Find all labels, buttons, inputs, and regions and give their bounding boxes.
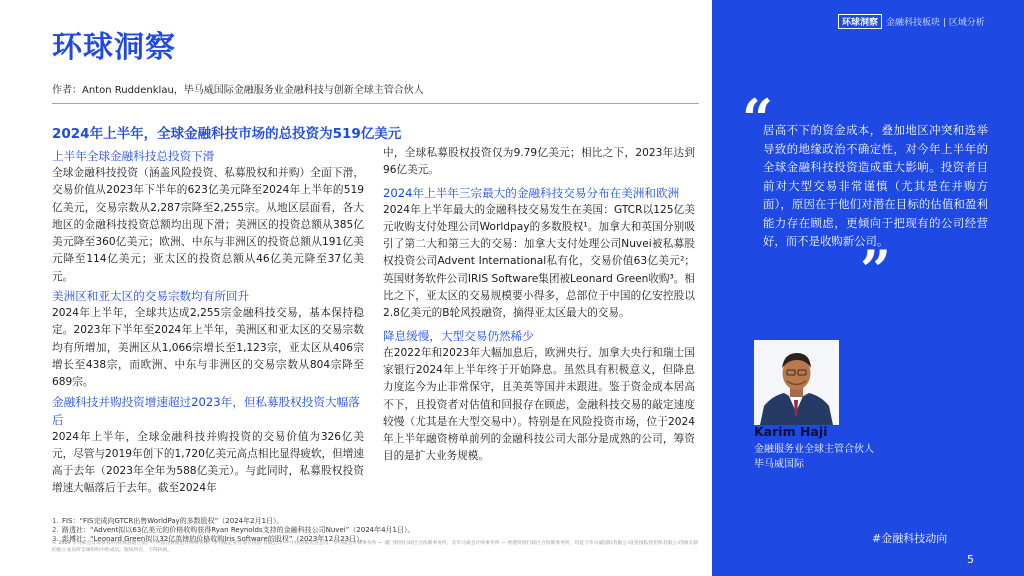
paragraph: 全球金融科技投资（涵盖风险投资、私募股权和并购）全面下滑，交易价值从2023年下半年的623亿美元降至2024年上半年的519亿美元，交易宗数从2,287宗降至2,255宗。从地区层面看，各大地区的金融科技投资总额均出现下滑；美洲区的投资总额从385亿美元降至360亿美元；欧洲、中东与非洲区的投资总额从191亿美元降至114亿美元；亚太区的投资总额从46亿美元降至37亿美元。 bbox=[52, 167, 364, 283]
subheading: 上半年全球金融科技总投资下滑 bbox=[52, 149, 215, 163]
breadcrumb bbox=[838, 14, 985, 29]
paragraph: 中，全球私募股权投资仅为9.79亿美元；相比之下，2023年达到96亿美元。 bbox=[383, 147, 695, 177]
subheading: 金融科技并购投资增速超过2023年，但私募股权投资大幅落后 bbox=[52, 394, 360, 427]
subheading: 美洲区和亚太区的交易宗数均有所回升 bbox=[52, 289, 250, 304]
paragraph: 在2022年和2023年大幅加息后，欧洲央行、加拿大央行和瑞士国家银行2024年上半年终于开始降息。虽然具有积极意义，但降息力度迄今为止非常保守，且美英等国并未跟进。鉴于资金成本居高不下，且投资者对估值和回报存在顾虑，金融科技交易的敲定速度较慢（尤其是在大型交易中）。特别是在风险投资市场，位于2024年上半年融资榜单前列的金融科技公司大部分是成熟的公司，筹资目的是扩大业务规模。 bbox=[383, 346, 695, 463]
paragraph: 2024年上半年，全球共达成2,255宗金融科技交易，基本保持稳定。2023年下半年至2024年上半年，美洲区和亚太区的交易宗数均有所增加，美洲区从1,066宗增长至1,123宗，亚太区从406宗增长至438宗，而欧洲、中东与非洲区的交易宗数从804宗降至689宗。 bbox=[52, 307, 364, 389]
person-name: Karim Haji bbox=[754, 424, 828, 439]
breadcrumb-tag: 环球洞察 bbox=[838, 14, 882, 29]
pull-quote: 居高不下的资金成本，叠加地区冲突和选举导致的地缘政治不确定性，对今年上半年的全球金融科技投资造成重大影响。投资者目前对大型交易非常谨慎（尤其是在并购方面），原因在于他们对潜在目标的估值和盈利能力存在顾虑，更倾向于把现有的公司经营好，而不是收购新公司。 bbox=[763, 123, 988, 248]
section-title: 2024年上半年，全球金融科技市场的总投资为519亿美元 bbox=[52, 126, 402, 142]
footnote: 1. FIS：“FIS完成向GTCR出售WorldPay的多数股权”（2024年2月1日）。 bbox=[52, 517, 284, 525]
page-title: 环球洞察 bbox=[52, 30, 176, 65]
portrait-photo bbox=[754, 340, 839, 425]
footnote: 2. 路透社：“Advent拟以63亿美元的价格收购获得Ryan Reynolds支持的金融科技公司Nuvei”（2024年4月1日）。 bbox=[52, 526, 415, 534]
author-line: 作者：Anton Ruddenklau，毕马威国际金融服务业金融科技与创新全球主管合伙人 bbox=[52, 85, 424, 96]
page-number: 5 bbox=[967, 553, 974, 566]
portrait-image bbox=[754, 340, 839, 425]
right-column bbox=[383, 145, 695, 466]
breadcrumb-path: 金融科技板块 | 区域分析 bbox=[886, 18, 985, 28]
subheading: 降息缓慢，大型交易仍然稀少 bbox=[383, 328, 534, 343]
left-column bbox=[52, 146, 364, 498]
sidebar-panel bbox=[712, 0, 1024, 576]
footnote: 3. 彭博社：“Leonard Green拟以32亿英镑的价格收购Iris Software的股权”（2023年12月23日）。 bbox=[52, 535, 367, 543]
person-role: 金融服务业全球主管合伙人 毕马威国际 bbox=[754, 444, 874, 470]
subheading: 2024年上半年三宗最大的金融科技交易分布在美洲和欧洲 bbox=[383, 185, 680, 200]
hashtag: #金融科技动向 bbox=[872, 532, 948, 545]
close-quote-icon: ” bbox=[860, 238, 892, 302]
legal-notice: © 2024 毕马威会计师事务所(特殊普通合伙) — 中国合伙制会计师事务所；毕马威企业咨询 (中国) 有限公司 — 中国有限责任公司；毕马威会计师事务所 — 澳门特别行政区合伙制事务所，及毕马威会计师事务所 — 香港特别行政区合伙制事务所，均是与毕马威国际有限公司(英国私营担保有限公司)相关联的独立成员所全球组织中的成员。版权所有，不得转载。 bbox=[52, 541, 699, 553]
divider bbox=[52, 103, 699, 104]
paragraph: 2024年上半年最大的金融科技交易发生在美国：GTCR以125亿美元收购支付处理公司Worldpay的多数股权¹。加拿大和英国分别吸引了第二大和第三大的交易：加拿大支付处理公司Nuvei被私募股权投资公司Advent International私有化，交易价值63亿美元²；英国财务软件公司IRIS Software集团被Leonard Green收购³。相比之下，亚太区的交易规模要小得多，总部位于中国的亿安控股以2.8亿美元的B轮风投融资，摘得亚太区最大的交易。 bbox=[383, 203, 695, 320]
paragraph: 2024年上半年，全球金融科技并购投资的交易价值为326亿美元，尽管与2019年创下的1,720亿美元高点相比显得疲软，但增速高于去年（2023年全年为588亿美元）。与此同时，私募股权投资增速大幅落后于去年。截至2024年 bbox=[52, 430, 364, 495]
open-quote-icon: “ bbox=[742, 87, 774, 151]
